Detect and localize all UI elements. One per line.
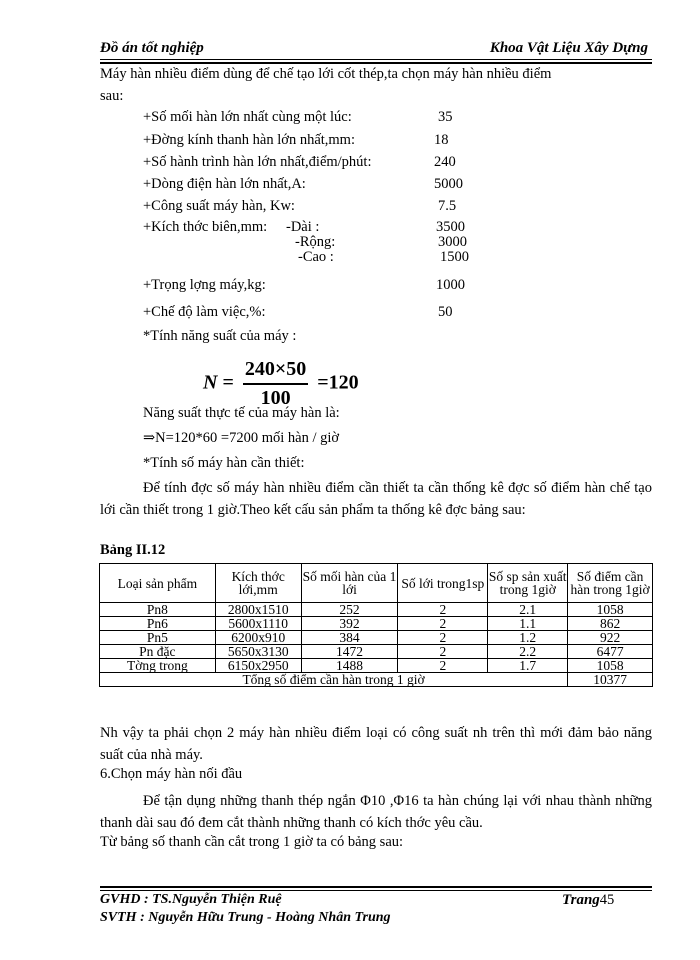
table-cell: 1058 (568, 659, 653, 673)
table-cell: 2 (398, 603, 488, 617)
mode-value: 50 (438, 304, 453, 320)
footer-page-number: 45 (599, 892, 615, 908)
spec-value: 35 (438, 109, 453, 125)
spec-label: +Số mối hàn lớn nhất cùng một lúc: (143, 109, 352, 125)
table-cell: 2800x1510 (215, 603, 301, 617)
paragraph-2-start: Để tận dụng những thanh thép ngắn (143, 793, 361, 809)
spec-label: +Công suất máy hàn, Kw: (143, 198, 295, 214)
table-cell: 1.7 (488, 659, 568, 673)
paragraph-2 (100, 790, 652, 834)
table-cell: 922 (568, 631, 653, 645)
table-total-value: 10377 (568, 673, 653, 687)
table-cell: 2 (398, 645, 488, 659)
table-cell: 1472 (301, 645, 398, 659)
spec-value: 7.5 (438, 198, 457, 214)
phi-separator: , (385, 793, 394, 809)
table-cell: 2 (398, 617, 488, 631)
table-cell: 5650x3130 (215, 645, 301, 659)
header-rule-thick (100, 62, 652, 64)
phi-10: Φ10 (360, 793, 386, 809)
table-cell: 2.2 (488, 645, 568, 659)
dimension-name: -Cao : (298, 249, 334, 265)
table-cell: 1.1 (488, 617, 568, 631)
table-cell: 252 (301, 603, 398, 617)
formula-numerator: 240×50 (243, 358, 308, 385)
table-row (100, 631, 653, 645)
table-cell: Pn đặc (100, 645, 216, 659)
table-header-row (100, 564, 653, 603)
intro-line-2: sau: (100, 88, 124, 104)
table-header: Số mối hàn của 1 lới (301, 564, 398, 603)
machines-title: *Tính số máy hàn cần thiết: (143, 455, 305, 471)
formula-denominator: 100 (260, 387, 291, 409)
table-title: Bảng II.12 (100, 542, 166, 558)
spec-label: +Số hành trình hàn lớn nhất,điểm/phút: (143, 154, 372, 170)
spec-value: 240 (434, 154, 456, 170)
table-cell: 1488 (301, 659, 398, 673)
table-cell: Tờng trong (100, 659, 216, 673)
table-header: Loại sản phẩm (100, 564, 216, 603)
table-cell: Pn5 (100, 631, 216, 645)
weight-value: 1000 (436, 277, 465, 293)
table-total-row (100, 673, 653, 687)
header-left: Đồ án tốt nghiệp (100, 40, 204, 56)
table-row (100, 645, 653, 659)
formula-fraction (243, 358, 308, 410)
dimension-name: -Dài : (286, 219, 320, 235)
table-cell: 1.2 (488, 631, 568, 645)
section-heading: 6.Chọn máy hàn nối đầu (100, 766, 243, 782)
dimension-label: +Kích thớc biên,mm: (143, 219, 268, 235)
dimension-value: 3500 (436, 219, 465, 235)
table-cell: 1058 (568, 603, 653, 617)
paragraph-3: Từ bảng số thanh cần cắt trong 1 giờ ta có bảng sau: (100, 834, 404, 850)
header-rule (100, 59, 652, 60)
weight-label: +Trọng lợng máy,kg: (143, 277, 266, 293)
spec-label: +Đờng kính thanh hàn lớn nhất,mm: (143, 132, 355, 148)
table-cell: Pn6 (100, 617, 216, 631)
footer-page (562, 892, 614, 909)
formula-lhs: N (203, 371, 218, 394)
footer-rule (100, 890, 652, 891)
table-cell: 6200x910 (215, 631, 301, 645)
weld-points-table (99, 563, 653, 687)
table-row (100, 659, 653, 673)
dimension-value: 1500 (440, 249, 469, 265)
footer-page-label: Trang (562, 892, 600, 908)
dimension-value: 3000 (438, 234, 467, 250)
table-cell: 392 (301, 617, 398, 631)
table-cell: 384 (301, 631, 398, 645)
paragraph-2-end: ta hàn chúng lại với nhau thành những thanh dài sau đó đem cắt thành những thanh có kích thớc yêu cầu. (100, 793, 652, 831)
table-header: Kích thớc lới,mm (215, 564, 301, 603)
spec-value: 5000 (434, 176, 463, 192)
mode-label: +Chế độ làm việc,%: (143, 304, 266, 320)
table-header: Số sp sản xuất trong 1giờ (488, 564, 568, 603)
dimension-name: -Rộng: (295, 234, 336, 250)
conclusion: Nh vậy ta phải chọn 2 máy hàn nhiều điểm loại có công suất nh trên thì mới đảm bảo năng suất của nhà máy. (100, 725, 652, 763)
table-cell: 2 (398, 631, 488, 645)
table-row (100, 603, 653, 617)
table-cell: 6150x2950 (215, 659, 301, 673)
table-header: Số điểm cần hàn trong 1giờ (568, 564, 653, 603)
capacity-formula (203, 358, 359, 410)
table-total-label: Tổng số điểm cần hàn trong 1 giờ (100, 673, 568, 687)
table-header: Số lới trong1sp (398, 564, 488, 603)
footer-gvhd: GVHD : TS.Nguyễn Thiện Ruệ (100, 892, 282, 907)
capacity-title: *Tính năng suất của máy : (143, 328, 297, 344)
footer-svth: SVTH : Nguyễn Hữu Trung - Hoàng Nhân Trung (100, 910, 391, 925)
header-right: Khoa Vật Liệu Xây Dựng (489, 40, 648, 56)
table-cell: 2.1 (488, 603, 568, 617)
actual-calc-line (143, 430, 339, 447)
footer-rule-thick (100, 886, 652, 888)
table-cell: Pn8 (100, 603, 216, 617)
spec-label: +Dòng điện hàn lớn nhất,A: (143, 176, 306, 192)
intro-line-1: Máy hàn nhiều điểm dùng để chế tạo lới cốt thép,ta chọn máy hàn nhiều điểm (100, 66, 552, 82)
table-cell: 5600x1110 (215, 617, 301, 631)
table-cell: 2 (398, 659, 488, 673)
formula-eq: = (222, 371, 234, 394)
phi-16: Φ16 (393, 793, 419, 809)
formula-rhs: =120 (317, 371, 359, 394)
table-cell: 6477 (568, 645, 653, 659)
actual-title: Năng suất thực tế của máy hàn là: (143, 405, 340, 421)
actual-calc: N=120*60 =7200 mối hàn / giờ (155, 430, 340, 446)
paragraph-1: Để tính đợc số máy hàn nhiều điểm cần thiết ta cần thống kê đợc số điểm hàn chế tạo lới cần thiết trong 1 giờ.Theo kết cấu sản phẩm ta thống kê đợc bảng sau: (100, 480, 652, 518)
spec-value: 18 (434, 132, 449, 148)
table-cell: 862 (568, 617, 653, 631)
table-row (100, 617, 653, 631)
implies-arrow-icon: ⇒ (143, 430, 156, 446)
